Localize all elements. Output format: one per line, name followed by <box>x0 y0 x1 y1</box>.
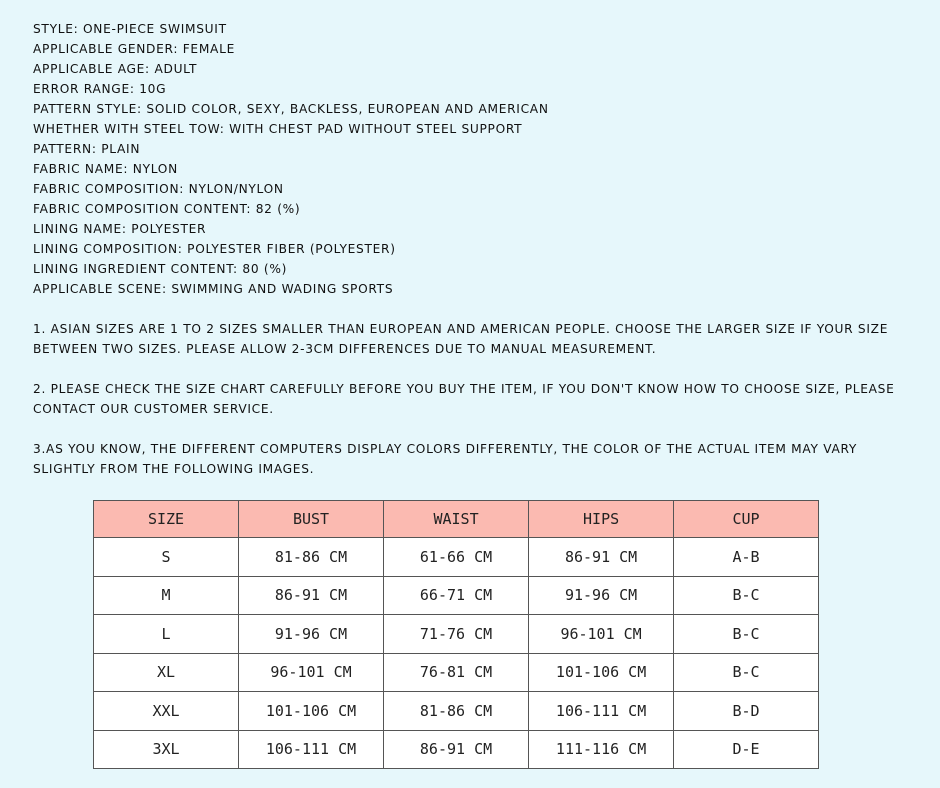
table-row <box>94 653 819 692</box>
cell-cup: B-D <box>674 692 819 731</box>
cell-bust: 86-91 CM <box>239 576 384 615</box>
spec-fabric-name: FABRIC NAME: NYLON <box>33 162 178 176</box>
cell-bust: 96-101 CM <box>239 653 384 692</box>
cell-bust: 91-96 CM <box>239 615 384 654</box>
cell-hips: 91-96 CM <box>529 576 674 615</box>
table-row <box>94 576 819 615</box>
cell-cup: D-E <box>674 730 819 769</box>
spec-gender: APPLICABLE GENDER: FEMALE <box>33 42 235 56</box>
cell-cup: B-C <box>674 653 819 692</box>
cell-hips: 106-111 CM <box>529 692 674 731</box>
cell-bust: 106-111 CM <box>239 730 384 769</box>
cell-size: 3XL <box>94 730 239 769</box>
table-row <box>94 615 819 654</box>
cell-size: M <box>94 576 239 615</box>
cell-bust: 101-106 CM <box>239 692 384 731</box>
cell-cup: A-B <box>674 538 819 577</box>
spec-pattern: PATTERN: PLAIN <box>33 142 141 156</box>
spec-pattern-style: PATTERN STYLE: SOLID COLOR, SEXY, BACKLESS, EUROPEAN AND AMERICAN <box>33 102 549 116</box>
spec-age: APPLICABLE AGE: ADULT <box>33 62 198 76</box>
cell-size: S <box>94 538 239 577</box>
spec-fabric-content: FABRIC COMPOSITION CONTENT: 82 (%) <box>33 202 301 216</box>
note-display-colors: 3.AS YOU KNOW, THE DIFFERENT COMPUTERS DISPLAY COLORS DIFFERENTLY, THE COLOR OF THE ACTUAL ITEM MAY VARY SLIGHTLY FROM THE FOLLOWING IMAGES. <box>33 442 858 476</box>
cell-hips: 96-101 CM <box>529 615 674 654</box>
spec-error-range: ERROR RANGE: 10G <box>33 82 167 96</box>
spec-lining-name: LINING NAME: POLYESTER <box>33 222 207 236</box>
header-hips: HIPS <box>529 501 674 538</box>
spec-steel-tow: WHETHER WITH STEEL TOW: WITH CHEST PAD WITHOUT STEEL SUPPORT <box>33 122 523 136</box>
spec-lining-composition: LINING COMPOSITION: POLYESTER FIBER (POLYESTER) <box>33 242 396 256</box>
table-row <box>94 692 819 731</box>
header-cup: CUP <box>674 501 819 538</box>
cell-cup: B-C <box>674 615 819 654</box>
cell-waist: 71-76 CM <box>384 615 529 654</box>
cell-cup: B-C <box>674 576 819 615</box>
spec-lining-content: LINING INGREDIENT CONTENT: 80 (%) <box>33 262 288 276</box>
note-asian-sizes: 1. ASIAN SIZES ARE 1 TO 2 SIZES SMALLER THAN EUROPEAN AND AMERICAN PEOPLE. CHOOSE THE LARGER SIZE IF YOUR SIZE BETWEEN TWO SIZES. PLEASE ALLOW 2-3CM DIFFERENCES DUE TO MANUAL MEASUREMENT. <box>33 322 889 356</box>
cell-waist: 76-81 CM <box>384 653 529 692</box>
cell-waist: 81-86 CM <box>384 692 529 731</box>
cell-bust: 81-86 CM <box>239 538 384 577</box>
cell-waist: 66-71 CM <box>384 576 529 615</box>
table-row <box>94 730 819 769</box>
size-chart-header-row <box>94 501 819 538</box>
note-check-size-chart: 2. PLEASE CHECK THE SIZE CHART CAREFULLY BEFORE YOU BUY THE ITEM, IF YOU DON'T KNOW HOW TO CHOOSE SIZE, PLEASE CONTACT OUR CUSTOMER SERVICE. <box>33 382 895 416</box>
spec-scene: APPLICABLE SCENE: SWIMMING AND WADING SPORTS <box>33 282 394 296</box>
cell-size: XL <box>94 653 239 692</box>
table-row <box>94 538 819 577</box>
cell-hips: 111-116 CM <box>529 730 674 769</box>
product-specs <box>33 19 913 479</box>
size-chart-table <box>93 500 819 769</box>
cell-hips: 101-106 CM <box>529 653 674 692</box>
spec-fabric-composition: FABRIC COMPOSITION: NYLON/NYLON <box>33 182 284 196</box>
cell-waist: 61-66 CM <box>384 538 529 577</box>
spec-style: STYLE: ONE-PIECE SWIMSUIT <box>33 22 227 36</box>
cell-size: L <box>94 615 239 654</box>
header-size: SIZE <box>94 501 239 538</box>
cell-hips: 86-91 CM <box>529 538 674 577</box>
cell-size: XXL <box>94 692 239 731</box>
header-bust: BUST <box>239 501 384 538</box>
header-waist: WAIST <box>384 501 529 538</box>
cell-waist: 86-91 CM <box>384 730 529 769</box>
